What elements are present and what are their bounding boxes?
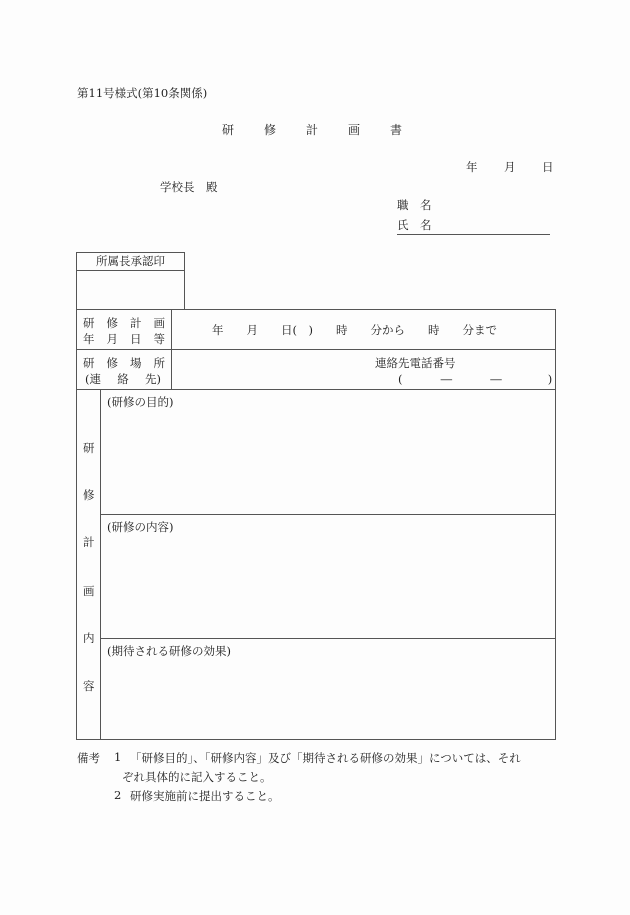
note-1-number: 1 xyxy=(114,750,122,764)
label-char: 先) xyxy=(145,372,161,386)
addressee: 学校長 殿 xyxy=(160,180,218,194)
label-char: 場 xyxy=(130,356,142,370)
label-char: (連 xyxy=(85,372,101,386)
title-char: 研 xyxy=(222,123,235,137)
title-char: 計 xyxy=(306,123,319,137)
approval-stamp-box[interactable] xyxy=(76,252,185,310)
training-purpose-label: (研修の目的) xyxy=(107,395,174,409)
title-char: 書 xyxy=(390,123,403,137)
title-char: 画 xyxy=(348,123,361,137)
phone-field[interactable]: ( ― ― ) xyxy=(398,372,553,386)
label-char: 修 xyxy=(106,356,118,370)
label-char: 画 xyxy=(153,316,165,330)
label-char: 研 xyxy=(83,356,95,370)
date-month: 月 xyxy=(504,160,516,174)
training-date-field[interactable] xyxy=(172,310,555,349)
title-char: 修 xyxy=(264,123,277,137)
approval-stamp-label: 所属長承認印 xyxy=(77,253,184,271)
post-field[interactable]: 職 名 xyxy=(397,198,432,212)
label-char: 絡 xyxy=(117,372,129,386)
expected-effect-field[interactable] xyxy=(101,639,555,739)
training-date-format: 年 月 日( ) 時 分から 時 分まで xyxy=(212,323,497,337)
note-1-text: 「研修目的」、「研修内容」及び「期待される研修の効果」については、それ xyxy=(130,751,521,765)
note-1-text-cont: ぞれ具体的に記入すること。 xyxy=(122,770,272,784)
note-2-text: 研修実施前に提出すること。 xyxy=(130,789,280,803)
training-plan-table xyxy=(76,309,556,740)
expected-effect-label: (期待される研修の効果) xyxy=(107,644,231,658)
label-char: 研 xyxy=(83,316,95,330)
label-char: 月 xyxy=(106,332,118,346)
name-field[interactable]: 氏 名 xyxy=(397,217,550,235)
header-char: 容 xyxy=(83,679,95,693)
training-place-row xyxy=(77,350,555,390)
date-year: 年 xyxy=(466,160,478,174)
label-char: 修 xyxy=(106,316,118,330)
header-char: 計 xyxy=(83,535,95,549)
label-char: 日 xyxy=(130,332,142,346)
header-char: 修 xyxy=(83,488,95,502)
date-day: 日 xyxy=(542,160,554,174)
plan-contents-header xyxy=(77,390,101,739)
training-purpose-field[interactable] xyxy=(101,390,555,515)
header-char: 画 xyxy=(83,584,95,598)
submission-date[interactable] xyxy=(466,159,580,175)
training-date-row xyxy=(77,310,555,350)
training-content-label: (研修の内容) xyxy=(107,520,174,534)
label-char: 年 xyxy=(83,332,95,346)
label-char: 等 xyxy=(153,332,165,346)
form-number: 第11号様式(第10条関係) xyxy=(77,86,208,100)
phone-label: 連絡先電話番号 xyxy=(375,356,456,370)
label-char: 所 xyxy=(153,356,165,370)
header-char: 研 xyxy=(83,441,95,455)
training-place-field[interactable] xyxy=(172,350,555,389)
label-char: 計 xyxy=(130,316,142,330)
training-place-label xyxy=(77,350,172,389)
training-date-label xyxy=(77,310,172,349)
note-2-number: 2 xyxy=(114,788,122,802)
header-char: 内 xyxy=(83,631,95,645)
training-content-field[interactable] xyxy=(101,515,555,639)
notes-heading: 備考 xyxy=(77,751,100,765)
document-title xyxy=(222,121,432,138)
